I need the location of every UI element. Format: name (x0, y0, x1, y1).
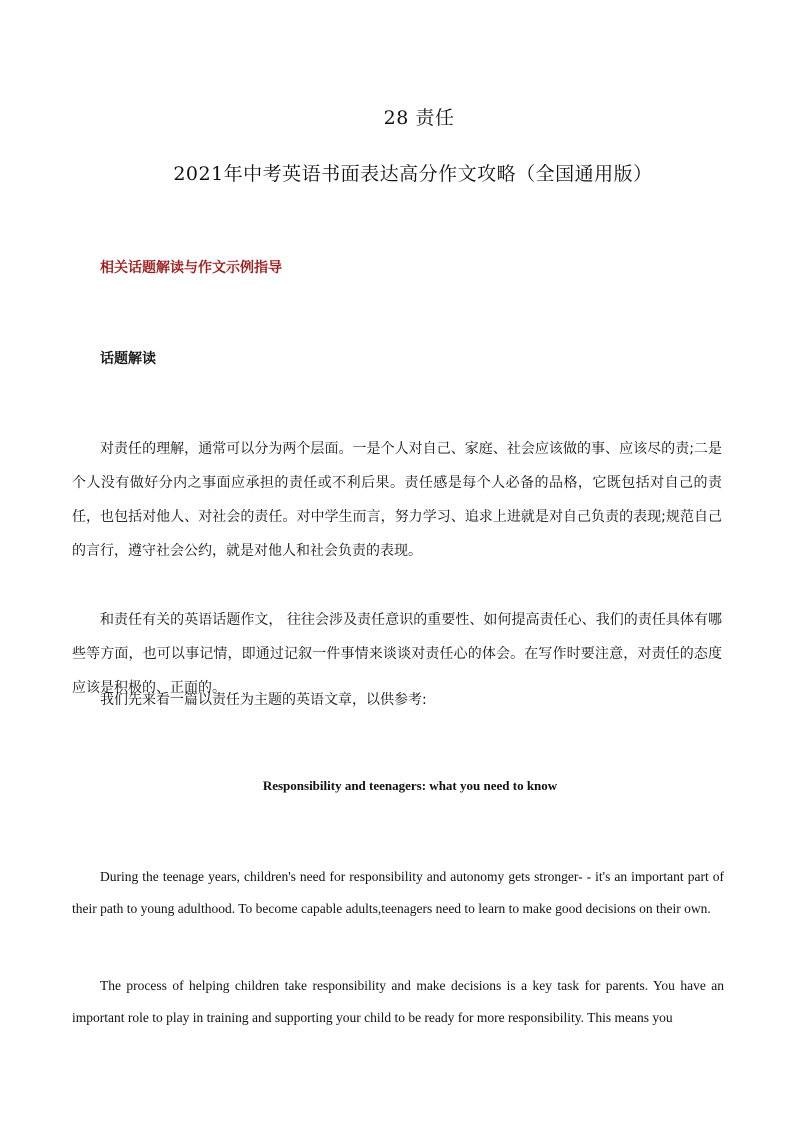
section-heading: 相关话题解读与作文示例指导 (100, 260, 282, 276)
article-paragraph-1: During the teenage years, children's need for responsibility and autonomy gets stronger- - it's an important part of their path to young adulthood. To become capable adults,teenagers need to learn to make good decisions on their own. (72, 869, 724, 916)
article-paragraph-2: The process of helping children take responsibility and make decisions is a key task for parents. You have an important role to play in training and supporting your child to be ready for more responsibility. This means you (72, 978, 724, 1025)
body-paragraph-3: 我们先来看一篇以责任为主题的英语文章，以供参考: (100, 692, 427, 708)
document-subtitle: 2021年中考英语书面表达高分作文攻略（全国通用版） (173, 163, 653, 185)
body-paragraph-2: 和责任有关的英语话题作文， 往往会涉及责任意识的重要性、如何提高责任心、我们的责任具体有哪些等方面，也可以事记情，即通过记叙一件事情来谈谈对责任心的体会。在写作时要注意，对责任的态度应该是积极的、正面的。 (72, 612, 722, 696)
document-title: 28 责任 (383, 107, 455, 129)
article-title: Responsibility and teenagers: what you need to know (262, 778, 558, 793)
body-paragraph-1: 对责任的理解，通常可以分为两个层面。一是个人对自己、家庭、社会应该做的事、应该尽的责;二是个人没有做好分内之事面应承担的责任或不利后果。责任感是每个人必备的品格，它既包括对自己的责任，也包括对他人、对社会的责任。对中学生而言，努力学习、追求上进就是对自己负责的表现;规范自己的言行，遵守社会公约，就是对他人和社会负责的表现。 (72, 441, 722, 559)
topic-heading: 话题解读 (100, 351, 156, 367)
